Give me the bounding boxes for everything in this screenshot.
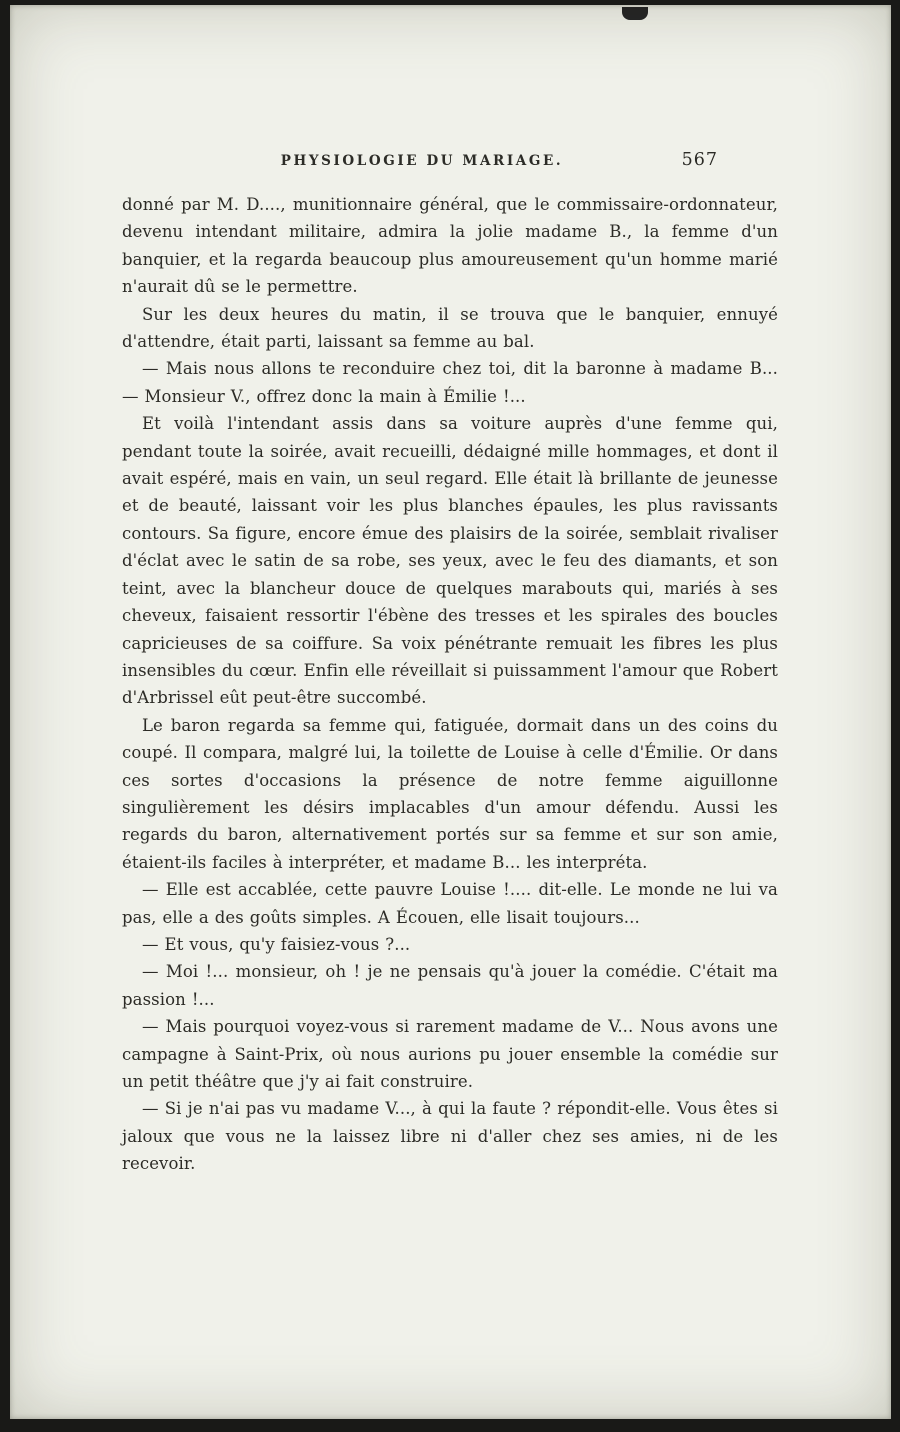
body-paragraph-dialogue: — Moi !... monsieur, oh ! je ne pensais qu'à jouer la comédie. C'était ma passion !...	[122, 962, 778, 1009]
page-number: 567	[681, 150, 718, 170]
body-paragraph: donné par M. D...., munitionnaire général, que le commissaire-ordonnateur, devenu intendant militaire, admira la jolie madame B., la femme d'un banquier, et la regarda beaucoup plus amoureusement qu'un homme marié n'aurait dû se le permettre.	[122, 195, 778, 297]
running-header-title: PHYSIOLOGIE DU MARIAGE.	[280, 153, 564, 169]
body-paragraph: Et voilà l'intendant assis dans sa voiture auprès d'une femme qui, pendant toute la soirée, avait recueilli, dédaigné mille hommages, et dont il avait espéré, mais en vain, un seul regard. Elle était là brillante de jeunesse et de beauté, laissant voir les plus blanches épaules, les plus ravissants contours. Sa figure, encore émue des plaisirs de la soirée, semblait rivaliser d'éclat avec le satin de sa robe, ses yeux, avec le feu des diamants, et son teint, avec la blancheur douce de quelques marabouts qui, mariés à ses cheveux, faisaient ressortir l'ébène des tresses et les spirales des boucles capricieuses de sa coiffure. Sa voix pénétrante remuait les fibres les plus insensibles du cœur. Enfin elle réveillait si puissamment l'amour que Robert d'Arbrissel eût peut-être succombé.	[122, 414, 778, 708]
body-paragraph: Le baron regarda sa femme qui, fatiguée, dormait dans un des coins du coupé. Il compara, malgré lui, la toilette de Louise à celle d'Émilie. Or dans ces sortes d'occasions la présence de notre femme aiguillonne singulièrement les désirs implacables d'un amour défendu. Aussi les regards du baron, alternativement portés sur sa femme et sur son amie, étaient-ils faciles à interpréter, et madame B... les interpréta.	[122, 715, 778, 872]
body-paragraph-dialogue: — Elle est accablée, cette pauvre Louise !.... dit-elle. Le monde ne lui va pas, elle a des goûts simples. A Écouen, elle lisait toujours...	[122, 880, 778, 927]
body-paragraph-dialogue: — Mais pourquoi voyez-vous si rarement madame de V... Nous avons une campagne à Saint-Prix, où nous aurions pu jouer ensemble la comédie sur un petit théâtre que j'y ai fait construire.	[122, 1017, 778, 1091]
scan-edge-artifact	[622, 7, 648, 20]
body-paragraph-dialogue: — Si je n'ai pas vu madame V..., à qui la faute ? répondit-elle. Vous êtes si jaloux que vous ne la laissez libre ni d'aller chez ses amies, ni de les recevoir.	[122, 1099, 778, 1174]
body-paragraph-dialogue: — Et vous, qu'y faisiez-vous ?...	[142, 934, 411, 954]
paper-surface	[10, 5, 891, 1419]
body-paragraph-dialogue: — Mais nous allons te reconduire chez toi, dit la baronne à madame B... — Monsieur V., offrez donc la main à Émilie !...	[122, 359, 778, 406]
running-header	[122, 150, 778, 179]
body-text	[122, 191, 778, 1178]
page-text-block	[122, 150, 778, 1178]
body-paragraph: Sur les deux heures du matin, il se trouva que le banquier, ennuyé d'attendre, était parti, laissant sa femme au bal.	[122, 304, 778, 352]
